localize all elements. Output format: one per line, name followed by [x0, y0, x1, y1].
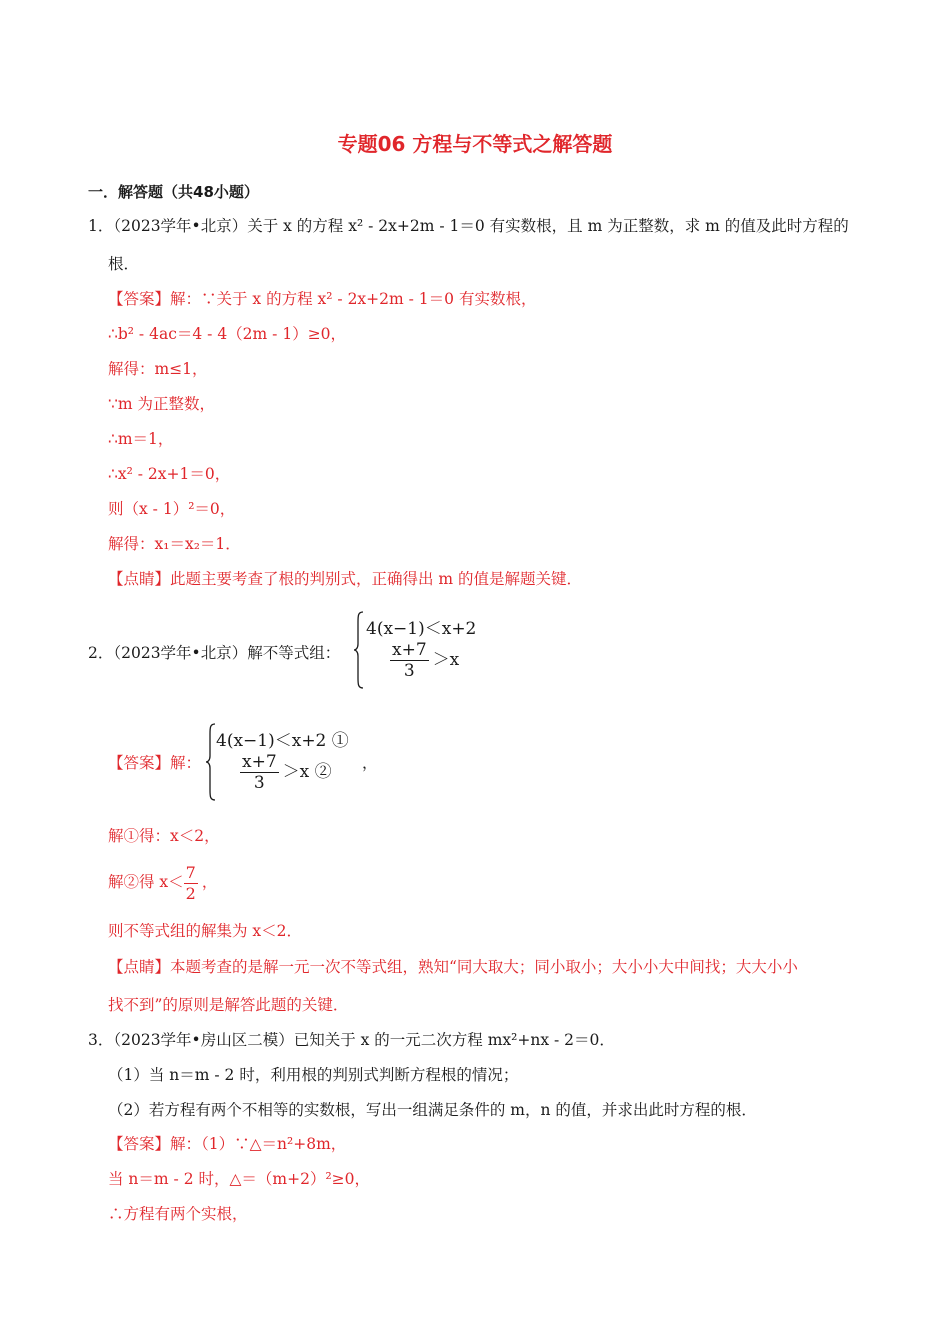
q3-answer-line: 当 n＝m ‑ 2 时，△＝（m+2）²≥0，	[108, 1170, 371, 1188]
fraction-numerator: x+7	[392, 640, 427, 660]
q2-system-row1: 4(x−1)＜x+2	[366, 619, 477, 639]
q1-answer-line: 则（x ‑ 1）²＝0，	[108, 500, 236, 518]
q2-answer-row2	[240, 752, 332, 793]
q2-answer-label: 【答案】解：	[108, 754, 202, 772]
q1-answer-line: 解得：x₁＝x₂＝1．	[108, 535, 241, 553]
q3-part2: （2）若方程有两个不相等的实数根，写出一组满足条件的 m，n 的值，并求出此时方程的根．	[108, 1101, 757, 1119]
q3-stem: 3．（2023学年•房山区二模）已知关于 x 的一元二次方程 mx²+nx ‑ 2＝0．	[88, 1031, 615, 1049]
fraction-denominator: 3	[253, 773, 265, 793]
fraction-numerator: 7	[185, 862, 196, 882]
q1-answer-line: ∴m＝1，	[108, 430, 174, 448]
q2-system-row2	[390, 640, 459, 681]
q1-note: 【点睛】此题主要考查了根的判别式，正确得出 m 的值是解题关键．	[108, 570, 583, 588]
q2-note-line2: 找不到”的原则是解答此题的关键．	[108, 996, 349, 1014]
q2-answer-row1: 4(x−1)＜x+2 ①	[216, 731, 349, 751]
q1-answer-line: ∴x² ‑ 2x+1＝0，	[108, 465, 231, 483]
q2-relation: ＞x	[432, 650, 460, 670]
q1-answer-line: 【答案】解：∵关于 x 的方程 x² ‑ 2x+2m ‑ 1＝0 有实数根，	[108, 290, 537, 308]
q1-answer-line: 解得：m≤1，	[108, 360, 208, 378]
q2-answer-comma: ，	[362, 754, 378, 772]
page-title: 专题06 方程与不等式之解答题	[337, 132, 613, 156]
q2-solution-3: 则不等式组的解集为 x＜2．	[108, 922, 303, 940]
q1-answer-line: ∴b² ‑ 4ac＝4 ‑ 4（2m ‑ 1）≥0，	[108, 325, 347, 343]
q2-fraction	[390, 640, 429, 681]
fraction-numerator: x+7	[242, 752, 277, 772]
q2-solution-2-suffix: ，	[201, 873, 218, 891]
q3-answer-line: 【答案】解：（1）∵△＝n²+8m，	[108, 1135, 347, 1153]
q3-answer-line: ∴方程有两个实根，	[108, 1205, 248, 1223]
q2-answer-system	[206, 722, 366, 802]
q2-inequality-system	[354, 610, 504, 690]
q2-solution-2	[108, 862, 217, 904]
left-brace-icon	[206, 722, 216, 802]
fraction-denominator: 2	[185, 883, 196, 903]
q2-note-line1: 【点睛】本题考查的是解一元一次不等式组，熟知“同大取大；同小取小；大小小大中间找；大大小小	[108, 958, 798, 976]
q2-solution-2-prefix: 解②得 x＜	[108, 873, 184, 891]
left-brace-icon	[354, 610, 364, 690]
q2-solution-1: 解①得：x＜2，	[108, 827, 220, 845]
q2-stem: 2．（2023学年•北京）解不等式组：	[88, 644, 341, 662]
q1-stem-line2: 根．	[108, 255, 140, 273]
q2-answer-relation: ＞x ②	[282, 762, 332, 782]
q2-answer-fraction	[240, 752, 279, 793]
q1-answer-line: ∵m 为正整数，	[108, 395, 215, 413]
q1-stem-line1: 1．（2023学年•北京）关于 x 的方程 x² ‑ 2x+2m ‑ 1＝0 有实数根，且 m 为正整数，求 m 的值及此时方程的	[88, 217, 849, 235]
q3-part1: （1）当 n＝m ‑ 2 时，利用根的判别式判断方程根的情况；	[108, 1066, 519, 1084]
q2-solution-2-fraction	[184, 863, 198, 904]
section-heading: 一．解答题（共48小题）	[88, 183, 259, 201]
fraction-denominator: 3	[403, 661, 415, 681]
